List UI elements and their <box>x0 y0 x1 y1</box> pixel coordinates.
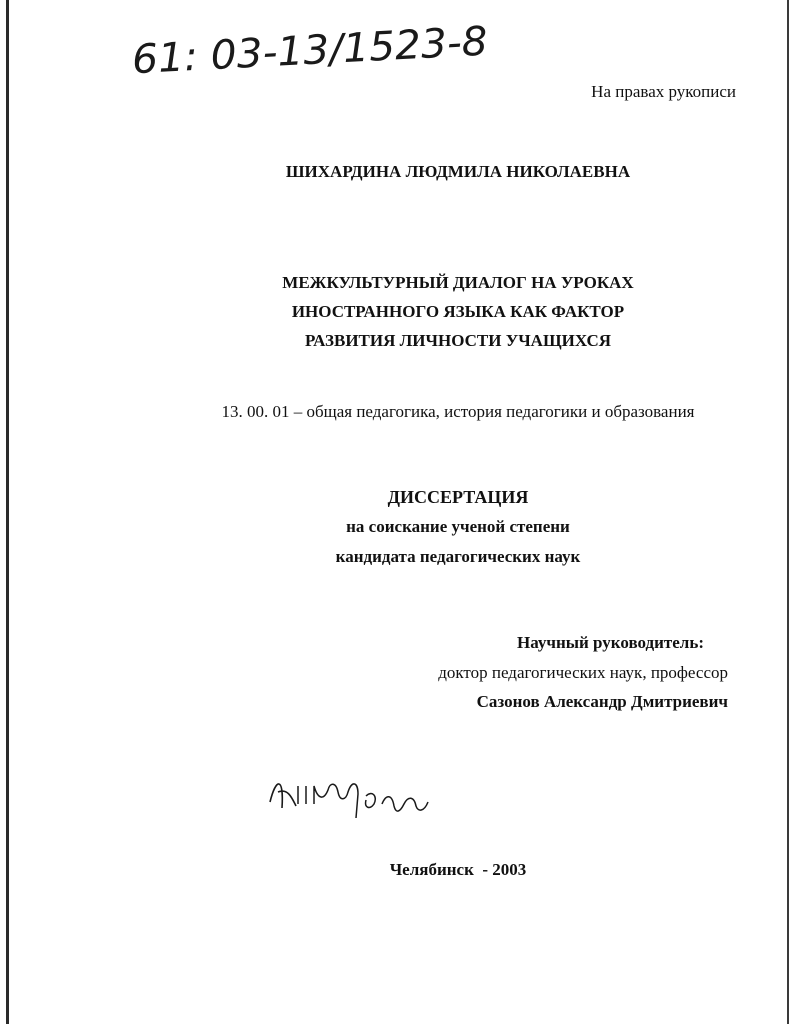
city-year: Челябинск - 2003 <box>389 860 527 879</box>
dissertation-block <box>0 482 792 572</box>
dissertation-title <box>0 268 792 355</box>
rights-notice: На правах рукописи <box>591 82 736 101</box>
signature-stroke <box>298 784 428 818</box>
title-line: ИНОСТРАННОГО ЯЗЫКА КАК ФАКТОР <box>291 302 625 321</box>
author-signature <box>262 768 472 828</box>
degree-line: кандидата педагогических наук <box>335 547 581 566</box>
dissertation-heading: ДИССЕРТАЦИЯ <box>387 487 529 507</box>
specialty-code: 13. 00. 01 – общая педагогика, история педагогики и образования <box>221 402 695 421</box>
signature-stroke <box>270 784 296 808</box>
title-line: РАЗВИТИЯ ЛИЧНОСТИ УЧАЩИХСЯ <box>304 331 612 350</box>
title-line: МЕЖКУЛЬТУРНЫЙ ДИАЛОГ НА УРОКАХ <box>282 273 634 292</box>
advisor-degree: доктор педагогических наук, профессор <box>438 663 728 682</box>
archive-number-text: 61: 03-13/1523-8 <box>130 19 482 84</box>
handwritten-archive-number <box>128 14 498 94</box>
advisor-name: Сазонов Александр Дмитриевич <box>476 692 728 711</box>
advisor-label: Научный руководитель: <box>517 633 704 652</box>
degree-line: на соискание ученой степени <box>346 517 570 536</box>
author-name: ШИХАРДИНА ЛЮДМИЛА НИКОЛАЕВНА <box>285 162 631 181</box>
